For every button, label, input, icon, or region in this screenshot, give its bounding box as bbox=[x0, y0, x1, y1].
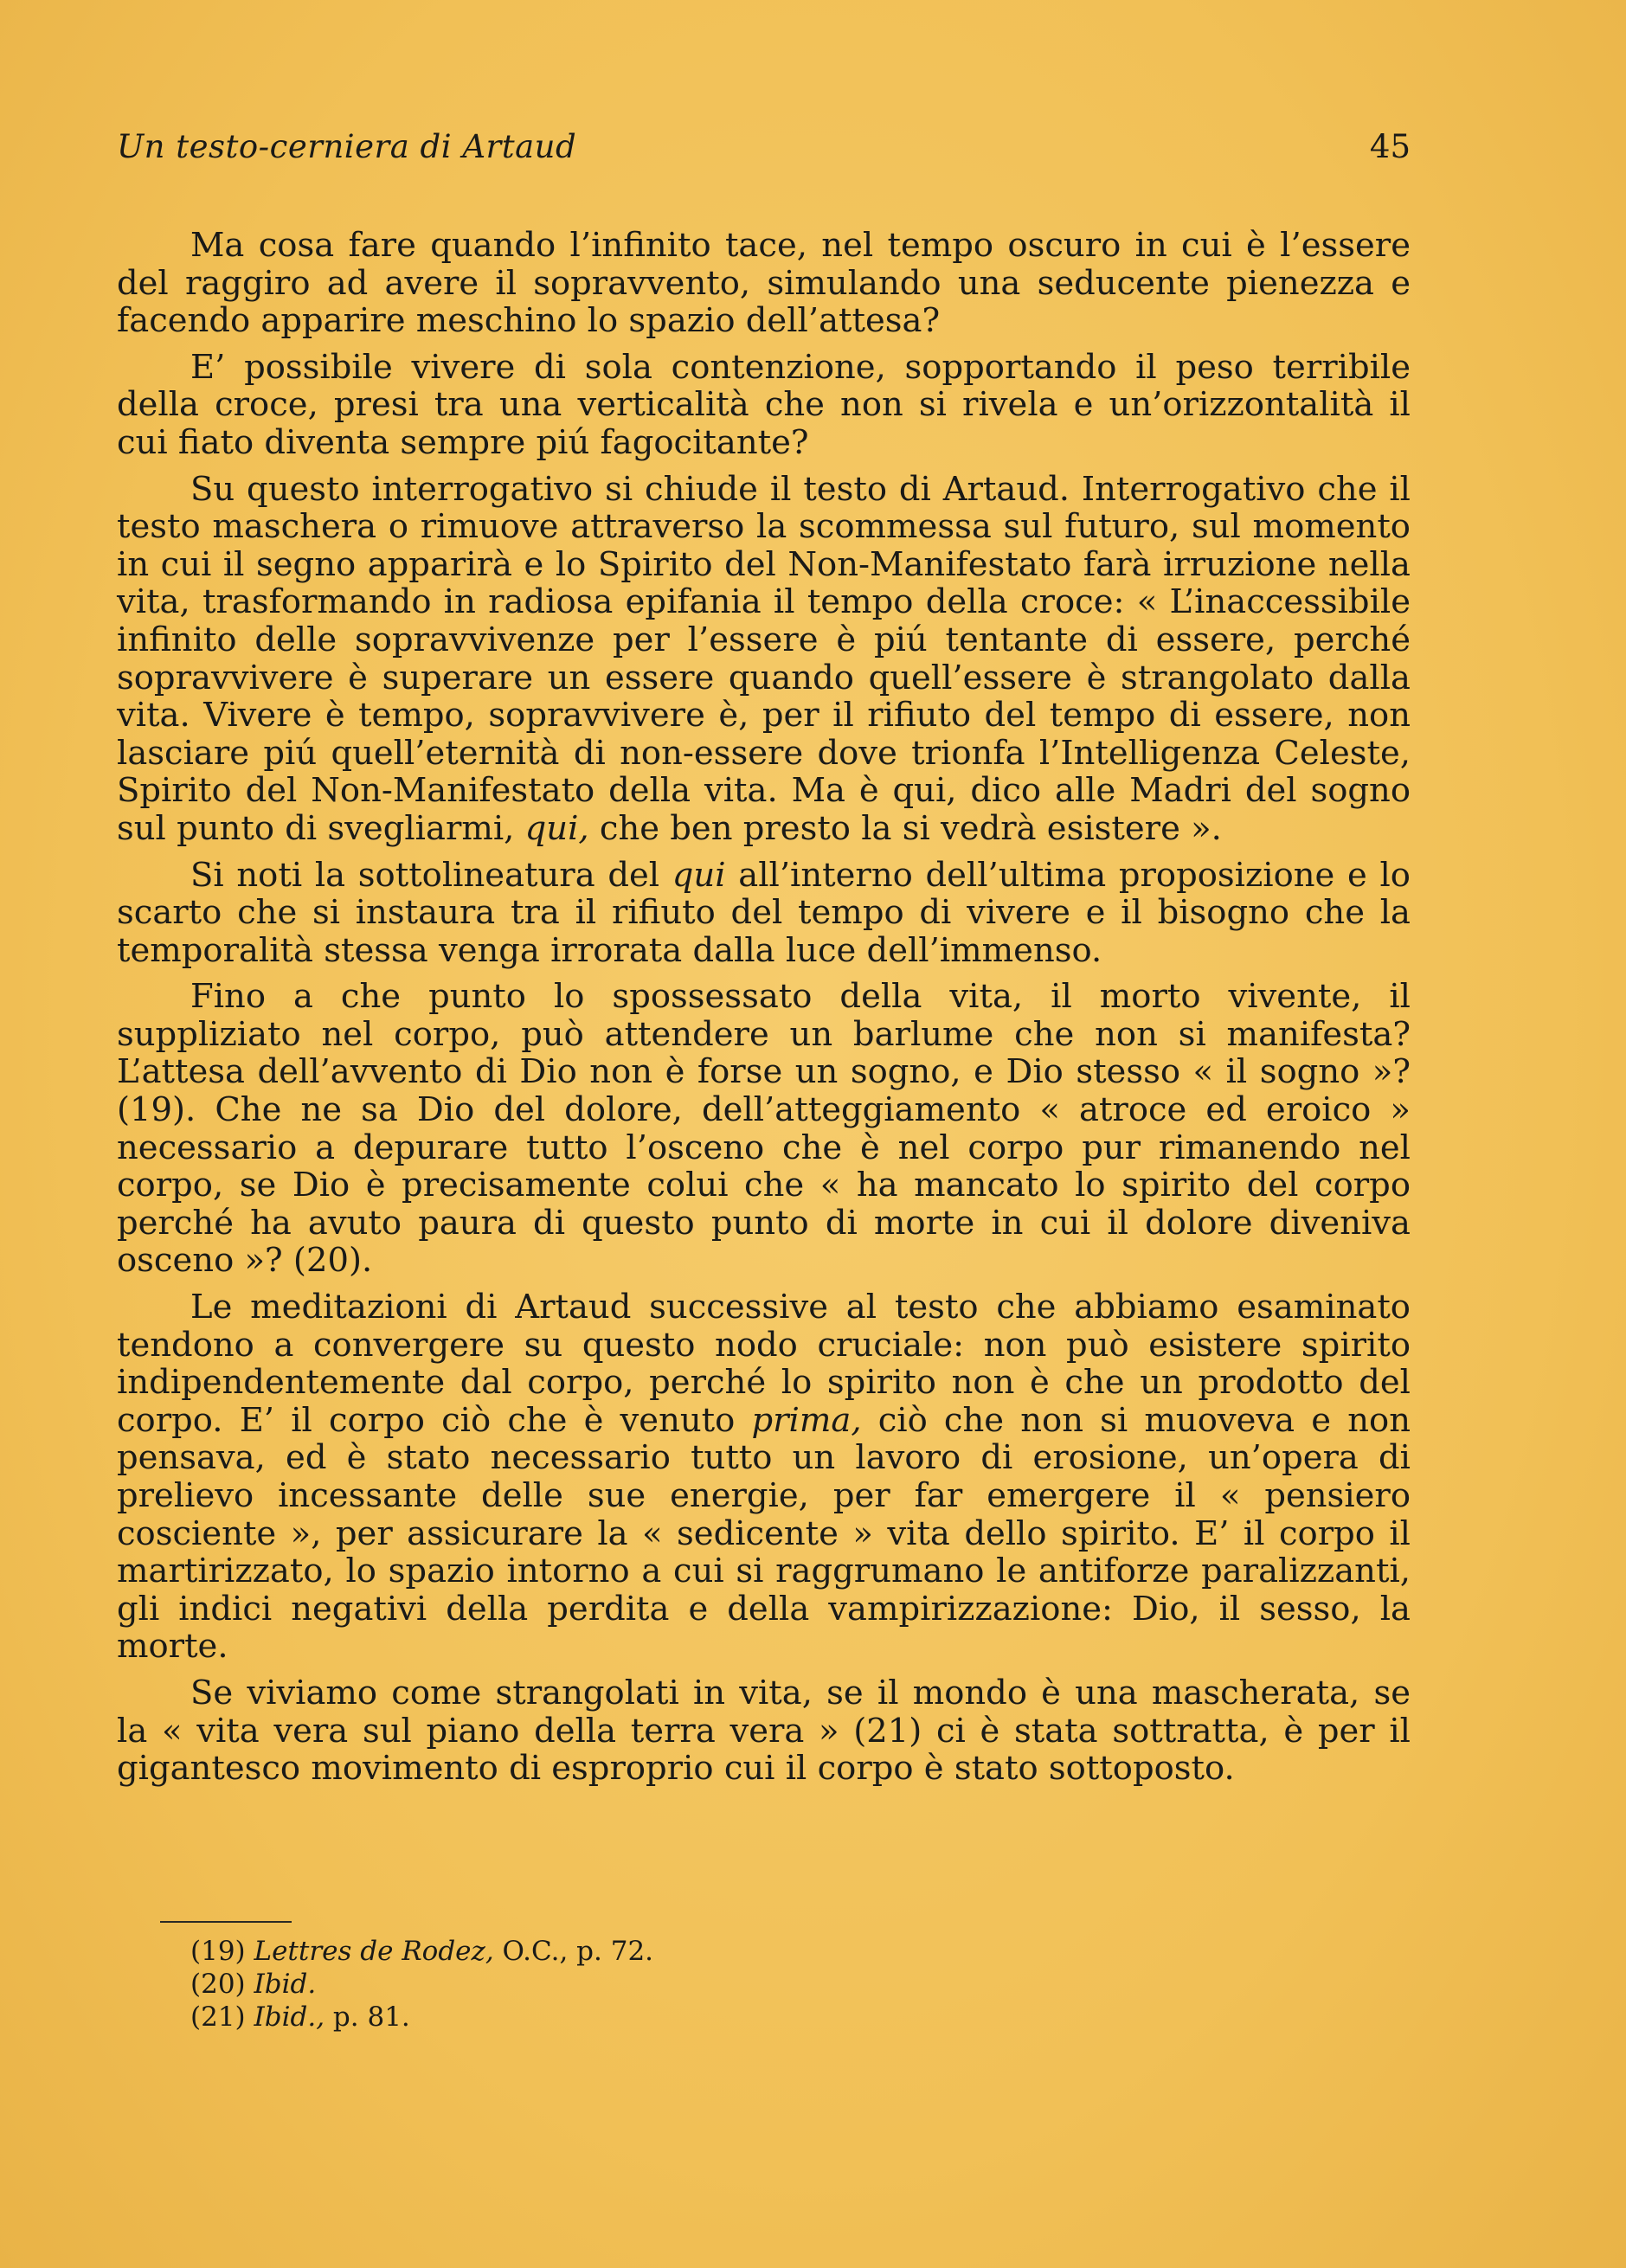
paragraph-4-text-a: Si noti la sottolineatura del bbox=[190, 855, 672, 895]
paragraph-6 bbox=[117, 1288, 1411, 1666]
paragraph-6-text-a: Le meditazioni di Artaud successive al testo che abbiamo esaminato tendono a convergere su questo nodo cruciale: non può esistere spirito indipendentemente dal corpo, perché lo spirito non è che un prodotto del corpo. E’ il corpo ciò che è venuto bbox=[117, 1288, 1411, 1440]
paragraph-3 bbox=[117, 471, 1411, 848]
footnote-title: Lettres de Rodez, bbox=[254, 1936, 494, 1967]
running-title: Un testo-cerniera di Artaud bbox=[117, 128, 577, 165]
footnote-divider bbox=[160, 1921, 292, 1923]
emphasis-qui-2: qui bbox=[672, 855, 726, 895]
body-text bbox=[117, 227, 1411, 1796]
paragraph-7: Se viviamo come strangolati in vita, se il mondo è una mascherata, se la « vita vera sul piano della terra vera » (21) ci è stata sottratta, è per il gigantesco movimento di esproprio cui il corpo è stato sottoposto. bbox=[117, 1673, 1411, 1789]
paragraph-1: Ma cosa fare quando l’infinito tace, nel tempo oscuro in cui è l’essere del raggiro ad avere il sopravvento, simulando una seducente pienezza e facendo apparire meschino lo spazio dell’attesa? bbox=[117, 226, 1411, 341]
emphasis-qui: qui, bbox=[524, 808, 589, 848]
footnote-ref: O.C., p. 72. bbox=[493, 1936, 654, 1967]
paragraph-4 bbox=[117, 857, 1411, 970]
footnote-title: Ibid., bbox=[254, 2001, 325, 2033]
footnote-title: Ibid. bbox=[254, 1969, 317, 2000]
page-header bbox=[117, 128, 1411, 177]
page-number: 45 bbox=[1369, 128, 1411, 165]
footnotes bbox=[190, 1935, 653, 2033]
paragraph-6-text-b: ciò che non si muoveva e non pensava, ed è stato necessario tutto un lavoro di erosione, un’opera di prelievo incessante delle sue energie, per far emergere il « pensiero cosciente », per assicurare la « sedicente » vita dello spirito. E’ il corpo il martirizzato, lo spazio intorno a cui si raggrumano le antiforze paralizzanti, gli indici negativi della perdita e della vampirizzazione: Dio, il sesso, la morte. bbox=[117, 1400, 1411, 1667]
footnote-19 bbox=[190, 1935, 653, 1968]
paragraph-5: Fino a che punto lo spossessato della vita, il morto vivente, il suppliziato nel corpo, può attendere un barlume che non si manifesta? L’attesa dell’avvento di Dio non è forse un sogno, e Dio stesso « il sogno »? (19). Che ne sa Dio del dolore, dell’atteggiamento « atroce ed eroico » necessario a depurare tutto l’osceno che è nel corpo pur rimanendo nel corpo, se Dio è precisamente colui che « ha mancato lo spirito del corpo perché ha avuto paura di questo punto di morte in cui il dolore diveniva osceno »? (20). bbox=[117, 977, 1411, 1281]
footnote-number: (19) bbox=[190, 1936, 246, 1967]
footnote-number: (20) bbox=[190, 1969, 246, 2000]
paragraph-2: E’ possibile vivere di sola contenzione, sopportando il peso terribile della croce, presi tra una verticalità che non si rivela e un’orizzontalità il cui fiato diventa sempre piú fagocitante? bbox=[117, 347, 1411, 462]
footnote-20 bbox=[190, 1968, 653, 2001]
paragraph-4-text-b: all’interno dell’ultima proposizione e lo scarto che si instaura tra il rifiuto del tempo di vivere e il bisogno che la temporalità stessa venga irrorata dalla luce dell’immenso. bbox=[117, 855, 1411, 970]
paragraph-3-text-a: Su questo interrogativo si chiude il testo di Artaud. Interrogativo che il testo maschera o rimuove attraverso la scommessa sul futuro, sul momento in cui il segno apparirà e lo Spirito del Non-Manifestato farà irruzione nella vita, trasformando in radiosa epifania il tempo della croce: « L’inaccessibile infinito delle sopravvivenze per l’essere è piú tentante di essere, perché sopravvivere è superare un essere quando quell’essere è strangolato dalla vita. Vivere è tempo, sopravvivere è, per il rifiuto del tempo di essere, non lasciare piú quell’eternità di non-essere dove trionfa l’Intelligenza Celeste, Spirito del Non-Manifestato della vita. Ma è qui, dico alle Madri del sogno sul punto di svegliarmi, bbox=[117, 469, 1411, 848]
footnote-ref: p. 81. bbox=[325, 2001, 410, 2033]
footnote-21 bbox=[190, 2001, 653, 2033]
footnote-number: (21) bbox=[190, 2001, 246, 2033]
paragraph-3-text-b: che ben presto la si vedrà esistere ». bbox=[588, 808, 1222, 848]
emphasis-prima: prima, bbox=[751, 1400, 862, 1440]
